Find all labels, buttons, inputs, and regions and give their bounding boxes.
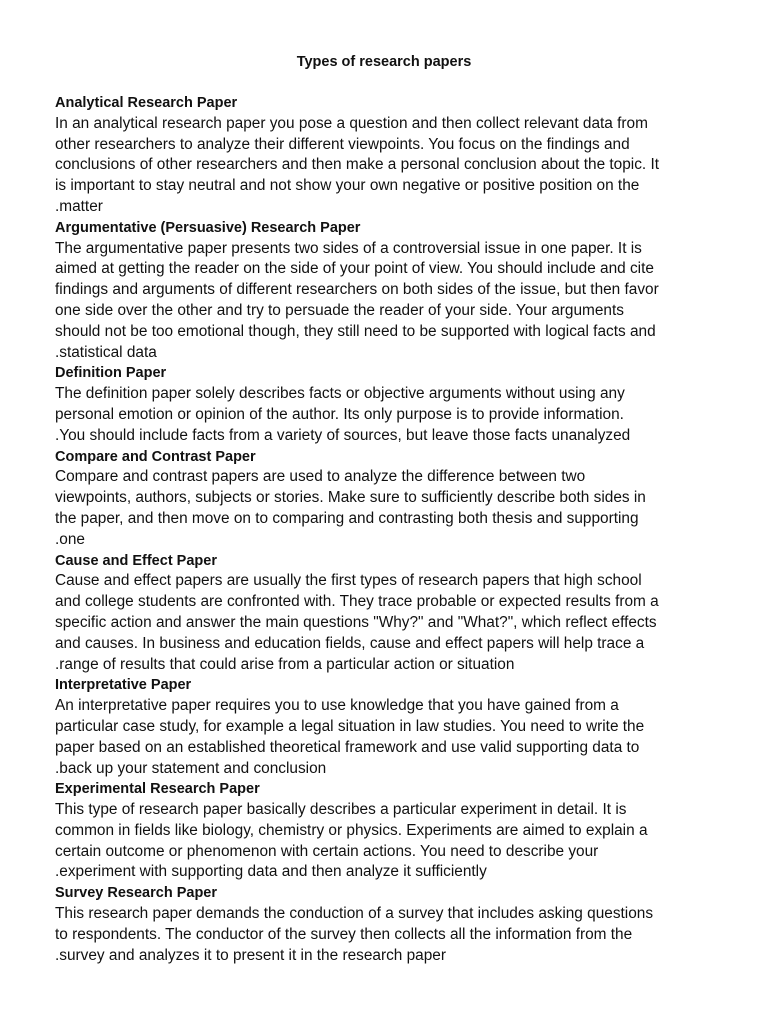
document-section <box>55 218 725 364</box>
paragraph-line: The definition paper solely describes facts or objective arguments without using any <box>55 385 625 403</box>
paragraph-line: aimed at getting the reader on the side of your point of view. You should include and cite <box>55 260 654 278</box>
document-section <box>55 447 725 551</box>
paragraph-line: certain outcome or phenomenon with certain actions. You need to describe your <box>55 842 599 860</box>
paragraph-line: .range of results that could arise from a particular action or situation <box>55 655 515 673</box>
paragraph-line: and college students are confronted with. They trace probable or expected results from a <box>55 593 659 611</box>
paragraph-line: In an analytical research paper you pose a question and then collect relevant data from <box>55 114 648 132</box>
section-heading: Experimental Research Paper <box>55 781 260 798</box>
document-section <box>55 779 725 883</box>
paragraph-line: conclusions of other researchers and then make a personal conclusion about the topic. It <box>55 156 660 174</box>
paragraph-line: personal emotion or opinion of the author. Its only purpose is to provide information. <box>55 405 624 423</box>
paragraph-line: This type of research paper basically describes a particular experiment in detail. It is <box>55 801 627 819</box>
section-heading: Cause and Effect Paper <box>55 552 217 569</box>
paragraph-line: .back up your statement and conclusion <box>55 759 327 777</box>
section-heading: Compare and Contrast Paper <box>55 448 256 465</box>
paragraph-line: is important to stay neutral and not show your own negative or positive position on the <box>55 177 640 195</box>
section-heading: Analytical Research Paper <box>55 95 238 111</box>
paragraph-line: Compare and contrast papers are used to analyze the difference between two <box>55 468 586 486</box>
section-heading: Argumentative (Persuasive) Research Paper <box>55 219 361 236</box>
paragraph-line: .experiment with supporting data and then analyze it sufficiently <box>55 863 487 881</box>
paragraph-line: should not be too emotional though, they still need to be supported with logical facts and <box>55 322 656 340</box>
paragraph-line: and causes. In business and education fields, cause and effect papers will help trace a <box>55 634 645 652</box>
paragraph-line: particular case study, for example a legal situation in law studies. You need to write the <box>55 717 645 735</box>
paragraph-line: An interpretative paper requires you to use knowledge that you have gained from a <box>55 697 619 715</box>
document-section <box>55 675 725 779</box>
document-section <box>55 363 725 446</box>
paragraph-line: The argumentative paper presents two sides of a controversial issue in one paper. It is <box>55 239 642 257</box>
document-section <box>55 883 725 966</box>
paragraph-line: .statistical data <box>55 343 157 361</box>
section-heading: Interpretative Paper <box>55 677 192 694</box>
paragraph-line: to respondents. The conductor of the survey then collects all the information from the <box>55 925 633 943</box>
paragraph-line: viewpoints, authors, subjects or stories. Make sure to sufficiently describe both sides in <box>55 489 646 507</box>
paragraph-line: one side over the other and try to persuade the reader of your side. Your arguments <box>55 301 624 319</box>
paragraph-line: .one <box>55 530 85 548</box>
section-heading: Survey Research Paper <box>55 885 218 902</box>
paragraph-line: findings and arguments of different researchers on both sides of the issue, but then favor <box>55 281 659 299</box>
paragraph-line: Cause and effect papers are usually the first types of research papers that high school <box>55 572 642 590</box>
paragraph-line: .You should include facts from a variety of sources, but leave those facts unanalyzed <box>55 426 631 444</box>
paragraph-line: common in fields like biology, chemistry or physics. Experiments are aimed to explain a <box>55 821 648 839</box>
document-title: Types of research papers <box>296 54 472 70</box>
paragraph-line: paper based on an established theoretical framework and use valid supporting data to <box>55 738 640 756</box>
paragraph-line: the paper, and then move on to comparing and contrasting both thesis and supporting <box>55 509 639 527</box>
paragraph-line: .survey and analyzes it to present it in the research paper <box>55 946 446 964</box>
paragraph-line: other researchers to analyze their different viewpoints. You focus on the findings and <box>55 135 630 153</box>
section-heading: Definition Paper <box>55 365 167 382</box>
document-section <box>55 93 725 218</box>
document-body <box>55 93 725 966</box>
document-section <box>55 551 725 676</box>
paragraph-line: .matter <box>55 197 103 215</box>
paragraph-line: This research paper demands the conduction of a survey that includes asking questions <box>55 905 654 923</box>
paragraph-line: specific action and answer the main questions "Why?" and "What?", which reflect effects <box>55 613 657 631</box>
